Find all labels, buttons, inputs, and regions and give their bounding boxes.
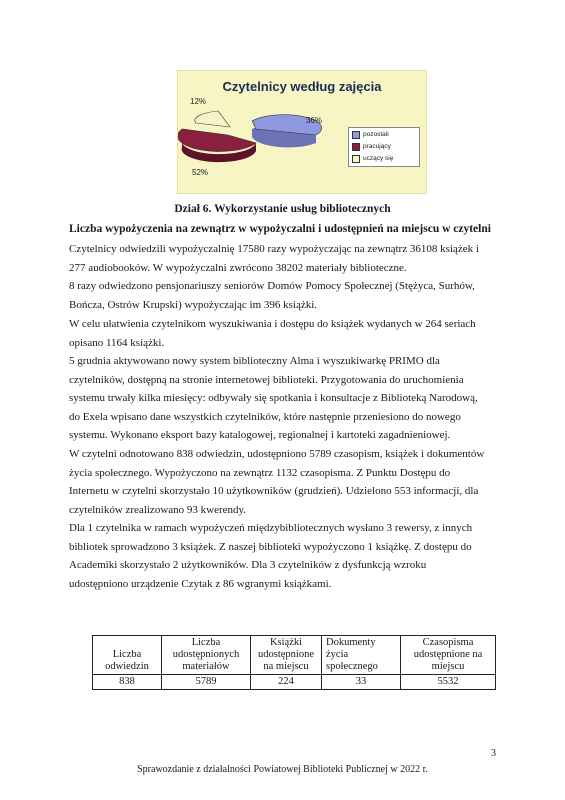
text-line: Internetu w czytelni skorzystało 10 użytkowników (grudzień). Udzielono 553 informacji, dla — [69, 485, 479, 497]
header-line: Czasopisma — [422, 637, 474, 648]
paragraph — [69, 352, 498, 445]
chart-title: Czytelnicy według zajęcia — [222, 79, 382, 94]
paragraph — [69, 445, 498, 519]
pie-chart — [177, 70, 427, 194]
legend-label: uczący się — [363, 155, 394, 162]
header-line: Liczba — [191, 637, 221, 648]
header-line: udostępnionych — [172, 649, 240, 660]
statistics-table — [92, 635, 496, 690]
text-line: W czytelni odnotowano 838 odwiedzin, udostępniono 5789 czasopism, książek i dokumentów — [69, 448, 485, 460]
header-cell — [162, 636, 251, 675]
text-line: 5 grudnia aktywowano nowy system biblioteczny Alma i wyszukiwarkę PRIMO dla — [69, 355, 440, 367]
legend-label: pracujący — [363, 143, 391, 150]
header-line: udostępnione — [258, 649, 314, 660]
header-line: miejscu — [431, 661, 465, 672]
header-line: udostępnione na — [413, 649, 483, 660]
paragraph — [69, 315, 498, 352]
text-line: systemu. Wykonano eksport bazy katalogowej, regionalnej i kartoteki zagadnieniowej. — [69, 429, 451, 441]
chart-legend — [348, 127, 420, 167]
table-cell: 224 — [251, 675, 322, 690]
text-line: Academiki skorzystało 2 użytkowników. Dla 3 czytelników z dysfunkcją wzroku — [69, 559, 427, 571]
text-line: opisano 1164 książki. — [69, 336, 165, 349]
table-row — [93, 675, 496, 690]
text-line: czytelników zrealizowano 93 kwerendy. — [69, 503, 247, 516]
page-footer: Sprawozdanie z działalności Powiatowej Biblioteki Publicznej w 2022 r. — [137, 764, 428, 775]
table-cell: 5532 — [401, 675, 496, 690]
section-title: Dział 6. Wykorzystanie usług bibliotecznych — [174, 203, 391, 215]
legend-item-uczacy-sie — [349, 153, 419, 164]
header-line: Liczba — [112, 649, 142, 660]
header-cell — [401, 636, 496, 675]
header-line: materiałów — [182, 661, 230, 672]
header-line: życia — [326, 649, 349, 660]
text-line: bibliotek sprowadzono 3 książek. Z naszej biblioteki wypożyczono 1 książkę. Z dostępu do — [69, 540, 472, 553]
header-cell — [251, 636, 322, 675]
text-line: 8 razy odwiedzono pensjonariuszy seniorów Domów Pomocy Społecznej (Stężyca, Surhów, — [69, 280, 475, 292]
paragraph — [69, 519, 498, 593]
text-line: udostępniono urządzenie Czytak z 86 wgranymi książkami. — [69, 577, 332, 590]
header-line: odwiedzin — [105, 661, 149, 672]
text-line: życia społecznego. Wypożyczono na zewnątrz 1132 czasopisma. Z Punktu Dostępu do — [69, 466, 451, 479]
section-lead: Liczba wypożyczenia na zewnątrz w wypożyczalni i udostępnień na miejscu w czytelni — [69, 223, 491, 235]
paragraph — [69, 240, 498, 277]
label-pracujacy: 52% — [192, 168, 209, 177]
label-pozostali: 36% — [306, 116, 323, 125]
pie-slice-pracujacy — [178, 129, 256, 152]
text-line: systemu trwały kilka miesięcy: odbywały się spotkania i konsultacje z Biblioteką Narodową, — [69, 392, 478, 404]
table-cell: 5789 — [162, 675, 251, 690]
legend-item-pozostali — [349, 129, 419, 140]
table-cell: 838 — [93, 675, 162, 690]
text-line: Bończa, Ostrów Krupski) wypożyczając im 396 książki. — [69, 298, 318, 311]
text-line: 277 audiobooków. W wypożyczalni zwrócono 38202 materiały biblioteczne. — [69, 261, 407, 274]
header-cell — [93, 636, 162, 675]
text-line: Dla 1 czytelnika w ramach wypożyczeń międzybibliotecznych wysłano 3 rewersy, z innych — [69, 522, 473, 534]
header-line: Dokumenty — [326, 637, 376, 648]
header-line: Książki — [269, 637, 303, 648]
text-line: do Exela wpisano dane wszystkich czytelników, które następnie przeniesiono do nowego — [69, 410, 461, 423]
text-line: W celu ułatwienia czytelnikom wyszukiwania i dostępu do książek wydanych w 264 seriach — [69, 318, 476, 330]
header-line: na miejscu — [263, 661, 309, 672]
pie-slice-uczacy-sie — [195, 111, 230, 127]
text-line: czytelników, dostępną na stronie internetowej biblioteki. Przygotowania do uruchomienia — [69, 373, 464, 386]
table-header-row — [93, 636, 496, 675]
legend-label: pozostali — [363, 131, 389, 138]
legend-swatch — [352, 143, 360, 151]
header-cell — [322, 636, 401, 675]
label-uczacy-sie: 12% — [190, 97, 207, 106]
paragraph — [69, 277, 498, 314]
legend-swatch — [352, 131, 360, 139]
legend-swatch — [352, 155, 360, 163]
header-line: społecznego — [326, 661, 378, 672]
page-number: 3 — [491, 748, 496, 759]
legend-item-pracujacy — [349, 141, 419, 152]
table-cell: 33 — [322, 675, 401, 690]
text-line: Czytelnicy odwiedzili wypożyczalnię 17580 razy wypożyczając na zewnątrz 36108 książek i — [69, 243, 479, 255]
